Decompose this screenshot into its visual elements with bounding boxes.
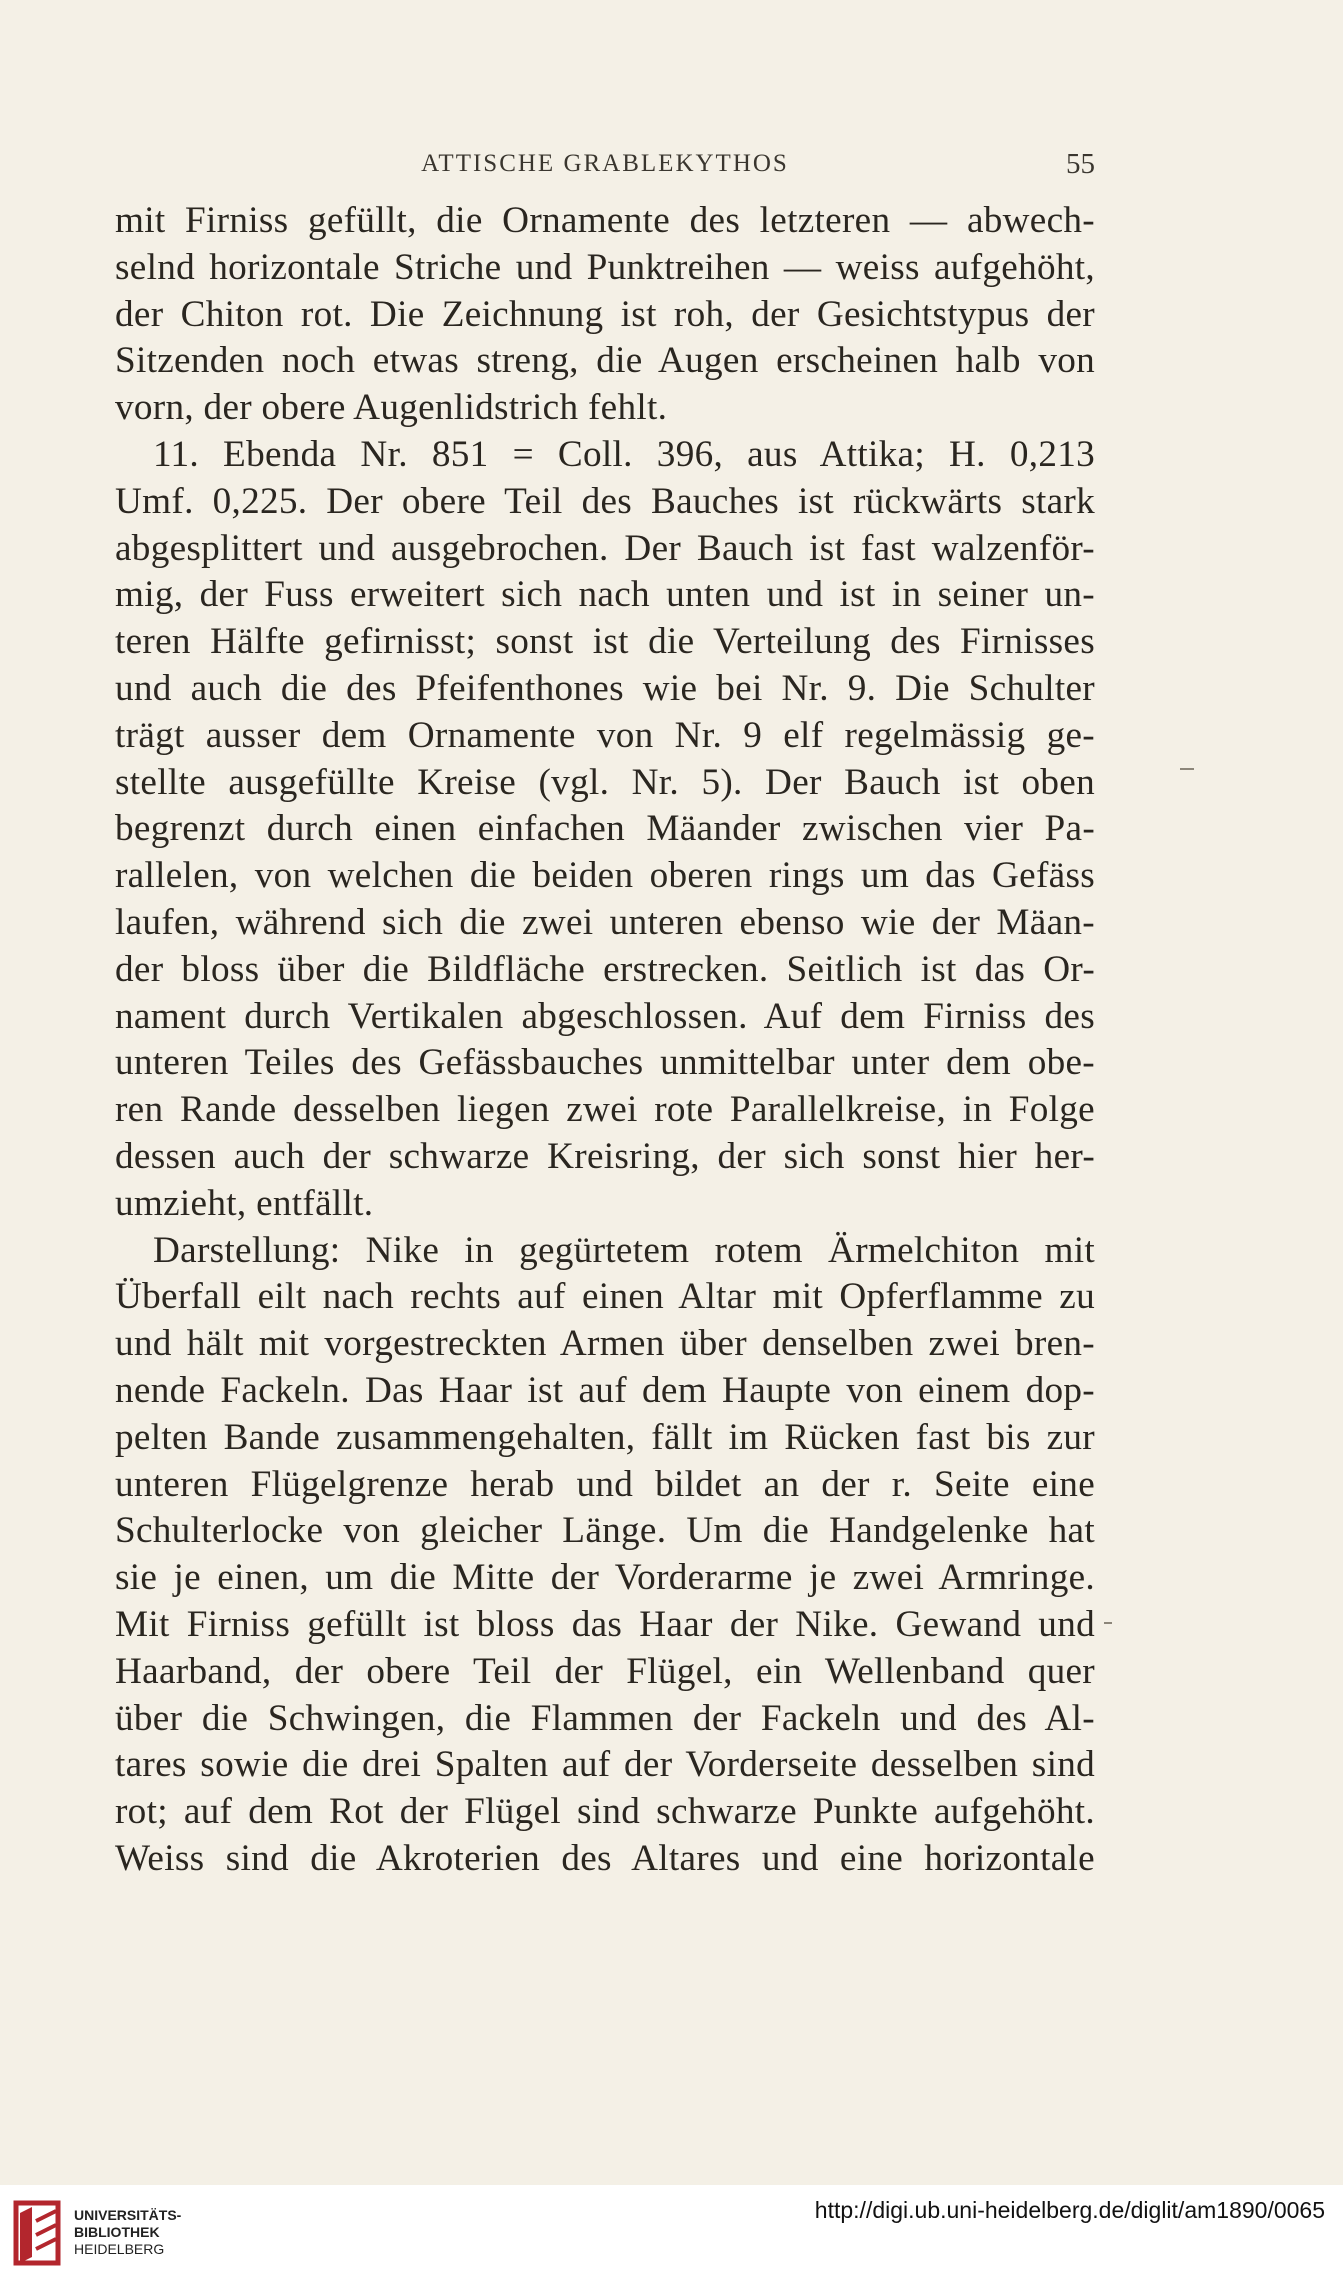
source-url-link[interactable]: http://digi.ub.uni-heidelberg.de/diglit/am1890/0065 <box>814 2197 1325 2223</box>
text-line: mit Firniss gefüllt, die Ornamente des letzteren — abwech- <box>115 200 1095 241</box>
text-line: rot; auf dem Rot der Flügel sind schwarze Punkte aufgehöht. <box>115 1791 1095 1833</box>
text-line: vorn, der obere Augenlidstrich fehlt. <box>115 387 668 429</box>
body-text <box>115 198 1095 1883</box>
text-line: Darstellung: Nike in gegürtetem rotem Ärmelchiton mit <box>153 1229 1095 1271</box>
text-line: unteren Flügelgrenze herab und bildet an der r. Seite eine <box>115 1463 1095 1505</box>
margin-mark <box>1180 768 1194 770</box>
text-line: nende Fackeln. Das Haar ist auf dem Haupte von einem dop- <box>115 1369 1095 1411</box>
text-line: selnd horizontale Striche und Punktreihen — weiss aufgehöht, <box>115 246 1095 288</box>
text-line: und hält mit vorgestreckten Armen über denselben zwei bren- <box>115 1323 1095 1365</box>
text-line: Umf. 0,225. Der obere Teil des Bauches ist rückwärts stark <box>115 480 1095 522</box>
text-line: trägt ausser dem Ornamente von Nr. 9 elf regelmässig ge- <box>115 714 1095 756</box>
text-line: Haarband, der obere Teil der Flügel, ein Wellenband quer <box>115 1650 1095 1692</box>
library-name-line: HEIDELBERG <box>74 2241 165 2257</box>
page-number: 55 <box>1066 148 1095 180</box>
text-line: mig, der Fuss erweitert sich nach unten und ist in seiner un- <box>115 574 1095 616</box>
text-line: dessen auch der schwarze Kreisring, der sich sonst hier her- <box>115 1135 1095 1177</box>
text-line: Weiss sind die Akroterien des Altares und eine horizontale <box>115 1837 1095 1879</box>
library-name-line: UNIVERSITÄTS- <box>74 2207 182 2223</box>
running-title: ATTISCHE GRABLEKYTHOS <box>421 150 789 177</box>
text-line: der bloss über die Bildfläche erstrecken. Seitlich ist das Or- <box>115 948 1095 990</box>
text-line: pelten Bande zusammengehalten, fällt im Rücken fast bis zur <box>115 1416 1095 1458</box>
text-line: und auch die des Pfeifenthones wie bei Nr. 9. Die Schulter <box>115 667 1095 709</box>
text-line: der Chiton rot. Die Zeichnung ist roh, der Gesichtstypus der <box>115 293 1095 335</box>
text-line: teren Hälfte gefirnisst; sonst ist die Verteilung des Firnisses <box>115 621 1095 663</box>
library-logo-icon <box>12 2197 64 2269</box>
text-line: ren Rande desselben liegen zwei rote Parallelkreise, in Folge <box>115 1089 1095 1131</box>
library-name-line: BIBLIOTHEK <box>74 2224 160 2240</box>
library-name <box>74 2207 181 2258</box>
running-head <box>115 150 1095 190</box>
text-line: tares sowie die drei Spalten auf der Vorderseite desselben sind <box>115 1744 1095 1786</box>
footer-bar <box>0 2185 1343 2279</box>
text-line: unteren Teiles des Gefässbauches unmittelbar unter dem obe- <box>115 1042 1095 1084</box>
text-line: nament durch Vertikalen abgeschlossen. Auf dem Firniss des <box>115 995 1095 1037</box>
text-line: Schulterlocke von gleicher Länge. Um die Handgelenke hat <box>115 1510 1095 1552</box>
text-line: laufen, während sich die zwei unteren ebenso wie der Mäan- <box>115 901 1095 943</box>
text-line: 11. Ebenda Nr. 851 = Coll. 396, aus Attika; H. 0,213 <box>153 433 1095 475</box>
text-line: begrenzt durch einen einfachen Mäander zwischen vier Pa- <box>115 808 1095 850</box>
text-line: Sitzenden noch etwas streng, die Augen erscheinen halb von <box>115 340 1095 382</box>
text-line: rallelen, von welchen die beiden oberen rings um das Gefäss <box>115 855 1095 897</box>
text-line: abgesplittert und ausgebrochen. Der Bauch ist fast walzenför- <box>115 527 1095 569</box>
text-line: sie je einen, um die Mitte der Vorderarme je zwei Armringe. <box>115 1557 1095 1599</box>
margin-mark <box>1104 1622 1112 1624</box>
text-line: Überfall eilt nach rechts auf einen Altar mit Opferflamme zu <box>115 1276 1095 1318</box>
text-line: über die Schwingen, die Flammen der Fackeln und des Al- <box>115 1697 1095 1739</box>
text-line: stellte ausgefüllte Kreise (vgl. Nr. 5). Der Bauch ist oben <box>115 761 1095 803</box>
text-line: umzieht, entfällt. <box>115 1182 374 1224</box>
text-line: Mit Firniss gefüllt ist bloss das Haar der Nike. Gewand und <box>115 1603 1095 1645</box>
